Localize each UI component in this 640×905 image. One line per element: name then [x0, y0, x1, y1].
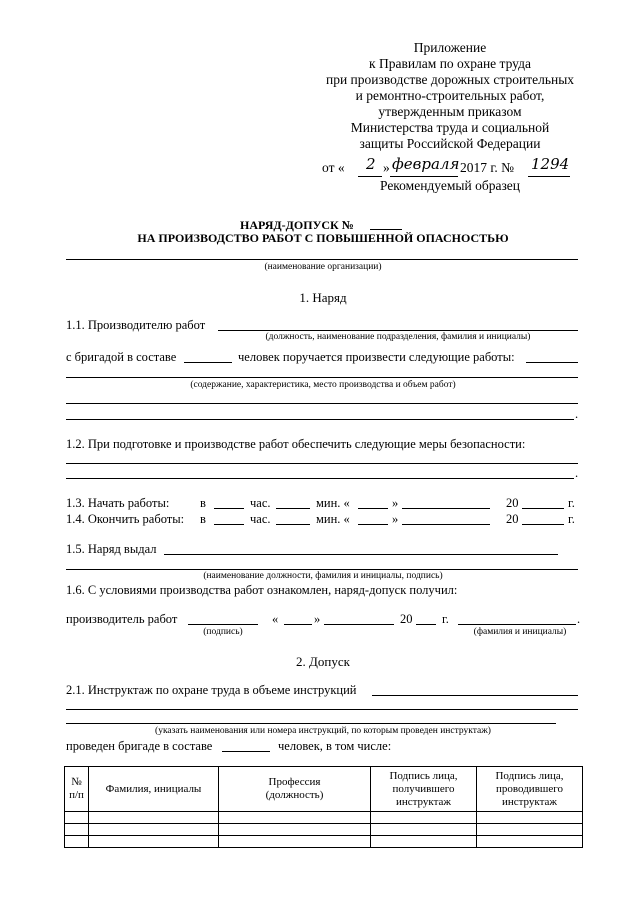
start-century: 20 [506, 496, 519, 510]
start-in: в [200, 496, 206, 510]
end-hour-field[interactable] [214, 524, 244, 525]
ack-day-field[interactable] [284, 624, 312, 625]
end-quote-close: » [392, 512, 399, 526]
end-label: 1.4. Окончить работы: [66, 512, 185, 526]
section2-heading: 2. Допуск [296, 654, 350, 669]
start-day-field[interactable] [358, 508, 388, 509]
brigade-count-field[interactable] [184, 362, 232, 363]
briefing-label: 2.1. Инструктаж по охране труда в объеме инструкций [66, 683, 357, 697]
order-date-prefix: от « [322, 160, 345, 175]
organization-caption: (наименование организации) [264, 262, 382, 272]
appendix-line: и ремонтно-строительных работ, [355, 88, 545, 103]
issued-by-caption: (наименование должности, фамилия и инициалы, подпись) [203, 571, 443, 581]
name-caption: (фамилия и инициалы) [473, 627, 567, 637]
end-in: в [200, 512, 206, 526]
order-number: 1294 [531, 155, 570, 173]
briefing-table [64, 766, 583, 848]
appendix-line: при производстве дорожных строительных [325, 72, 575, 87]
ack-year-field[interactable] [416, 624, 436, 625]
producer-signature-field[interactable] [188, 624, 258, 625]
appendix-line: Министерства труда и социальной [350, 120, 550, 135]
acknowledged-label: 1.6. С условиями производства работ ознакомлен, наряд-допуск получил: [66, 583, 458, 597]
end-min-label: мин. « [316, 512, 350, 526]
start-month-field[interactable] [402, 508, 490, 509]
start-hour-label: час. [250, 496, 271, 510]
ack-year-label: г. [442, 612, 449, 626]
works-caption: (содержание, характеристика, место производства и объем работ) [190, 380, 456, 390]
works-field-line[interactable] [66, 377, 578, 378]
form-title: НАРЯД-ДОПУСК № [240, 218, 354, 232]
start-year-label: г. [568, 496, 575, 510]
signature-caption: (подпись) [203, 627, 243, 637]
order-month: февраля [392, 155, 460, 173]
start-min-field[interactable] [276, 508, 310, 509]
table-header-row [65, 767, 583, 812]
producer-name-field[interactable] [458, 624, 576, 625]
ack-quote-open: « [272, 612, 279, 626]
end-century: 20 [506, 512, 519, 526]
ack-century: 20 [400, 612, 413, 626]
safety-measures-label: 1.2. При подготовке и производстве работ обеспечить следующие меры безопасности: [66, 437, 526, 451]
col-recipient-signature-header: Подпись лица, получившего инструктаж [371, 767, 477, 812]
col-instructor-signature-header: Подпись лица, проводившего инструктаж [477, 767, 583, 812]
end-year-field[interactable] [522, 524, 564, 525]
appendix-line: Приложение [413, 40, 487, 55]
start-hour-field[interactable] [214, 508, 244, 509]
order-date-sep: » [383, 160, 390, 175]
appendix-line: защиты Российской Федерации [359, 136, 541, 151]
safety-measures-line[interactable] [66, 463, 578, 464]
briefed-count-field[interactable] [222, 751, 270, 752]
col-name-header: Фамилия, инициалы [89, 767, 219, 812]
ack-quote-close: » [314, 612, 321, 626]
briefing-field-line[interactable] [66, 709, 578, 710]
section1-heading: 1. Наряд [299, 290, 347, 305]
works-field-line[interactable] [66, 419, 574, 420]
table-row[interactable] [65, 812, 583, 824]
end-hour-label: час. [250, 512, 271, 526]
form-subtitle: НА ПРОИЗВОДСТВО РАБОТ С ПОВЫШЕННОЙ ОПАСНОСТЬЮ [137, 231, 509, 245]
sample-note: Рекомендуемый образец [379, 178, 520, 193]
appendix-line: утвержденным приказом [378, 104, 522, 119]
producer-sign-label: производитель работ [66, 612, 178, 626]
works-field-start[interactable] [526, 362, 578, 363]
order-year: 2017 г. № [460, 160, 515, 175]
producer-caption: (должность, наименование подразделения, фамилия и инициалы) [265, 332, 531, 342]
col-number-header: № п/п [65, 767, 89, 812]
appendix-line: к Правилам по охране труда [369, 56, 531, 71]
brigade-label: с бригадой в составе [66, 350, 177, 364]
briefing-caption: (указать наименования или номера инструкций, по которым проведен инструктаж) [155, 726, 491, 736]
briefing-field[interactable] [372, 695, 578, 696]
brigade-text: человек поручается произвести следующие работы: [238, 350, 515, 364]
table-row[interactable] [65, 824, 583, 836]
issued-by-field[interactable] [164, 554, 558, 555]
producer-field[interactable] [218, 330, 578, 331]
start-label: 1.3. Начать работы: [66, 496, 170, 510]
end-day-field[interactable] [358, 524, 388, 525]
safety-measures-line[interactable] [66, 478, 574, 479]
issued-by-label: 1.5. Наряд выдал [66, 542, 157, 556]
order-day: 2 [366, 155, 376, 173]
table-row[interactable] [65, 836, 583, 848]
organization-field[interactable] [66, 259, 578, 260]
start-quote-close: » [392, 496, 399, 510]
ack-month-field[interactable] [324, 624, 394, 625]
start-year-field[interactable] [522, 508, 564, 509]
col-profession-header: Профессия (должность) [219, 767, 371, 812]
briefed-brigade-label: проведен бригаде в составе [66, 739, 213, 753]
end-month-field[interactable] [402, 524, 490, 525]
works-field-line[interactable] [66, 403, 578, 404]
producer-label: 1.1. Производителю работ [66, 318, 206, 332]
start-min-label: мин. « [316, 496, 350, 510]
briefed-brigade-text: человек, в том числе: [278, 739, 392, 753]
end-min-field[interactable] [276, 524, 310, 525]
briefing-field-line[interactable] [66, 723, 556, 724]
issued-by-field-2[interactable] [66, 569, 578, 570]
end-year-label: г. [568, 512, 575, 526]
